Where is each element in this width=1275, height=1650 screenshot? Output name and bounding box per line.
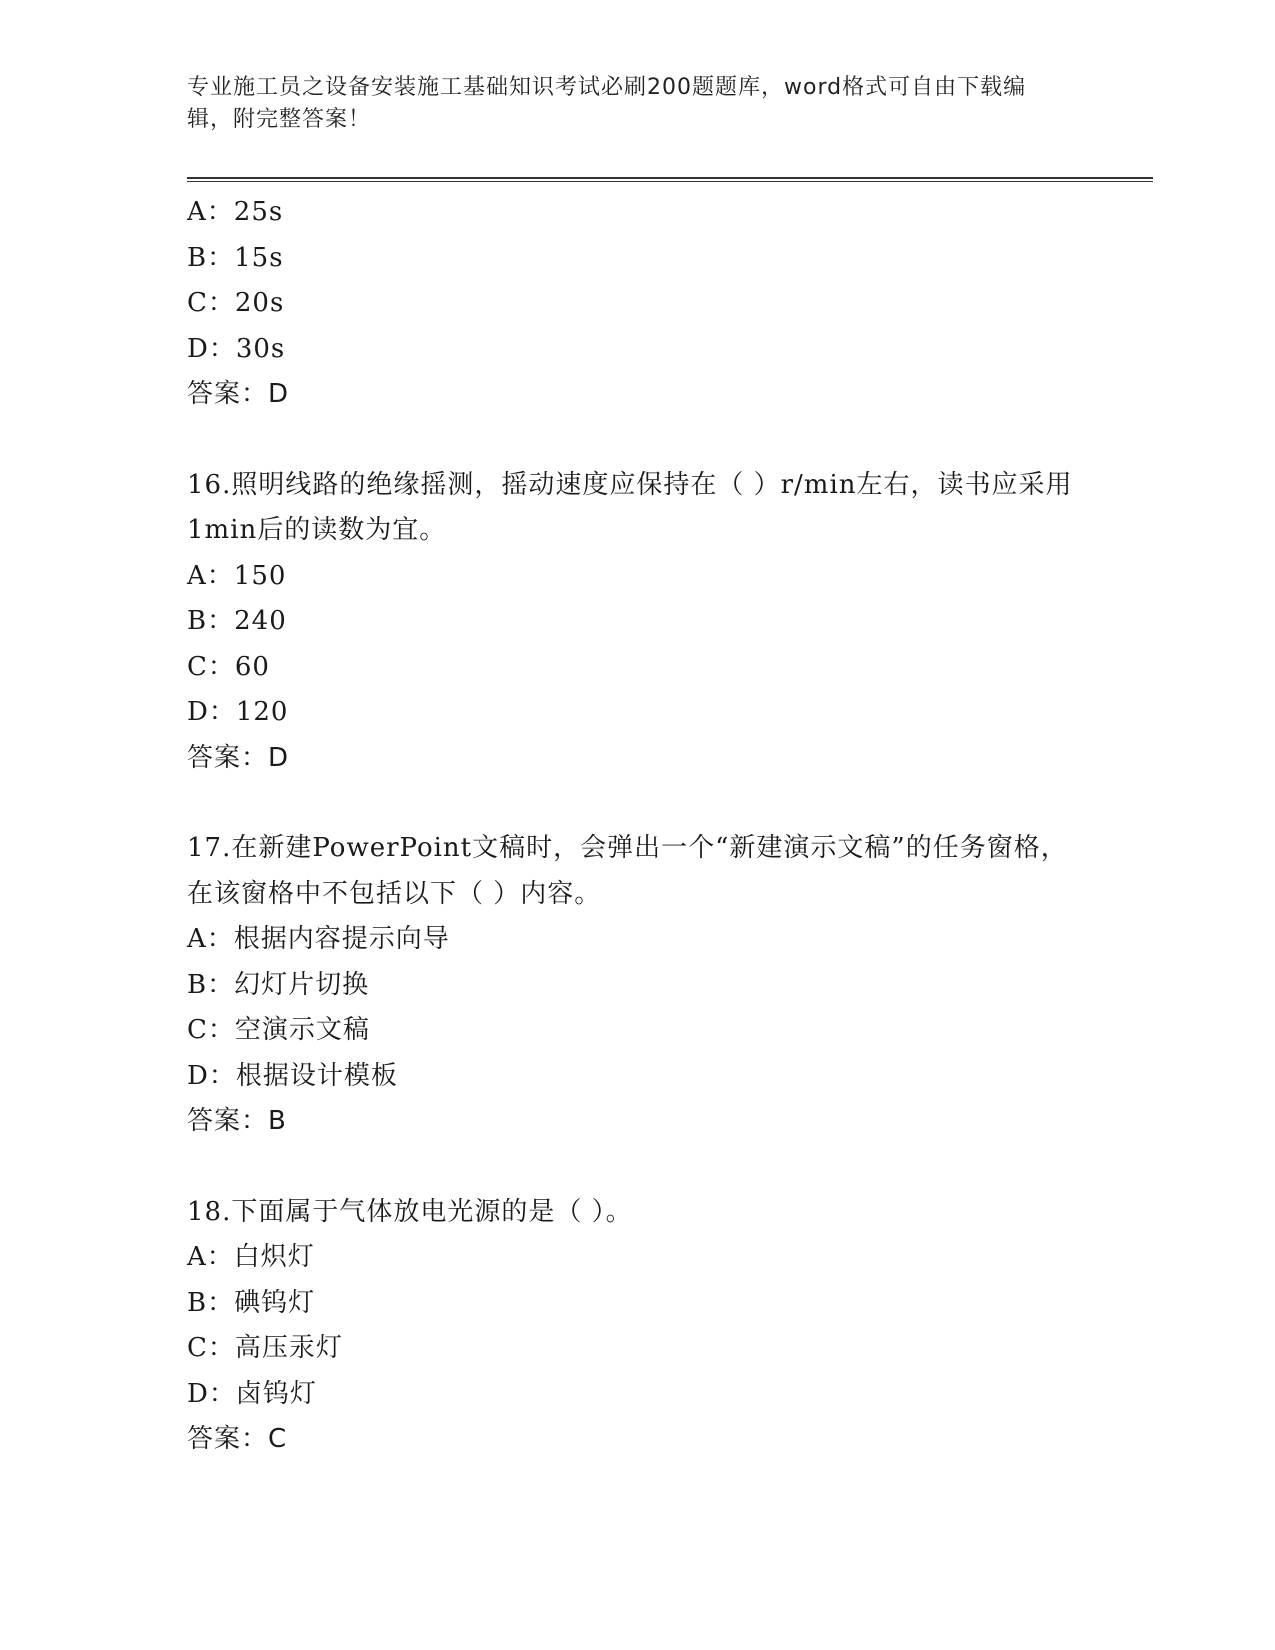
- question-text: 17.在新建PowerPoint文稿时，会弹出一个“新建演示文稿”的任务窗格，在该窗格中不包括以下（ ）内容。: [187, 833, 1068, 909]
- option-c: C：高压汞灯: [187, 1333, 343, 1363]
- option-b: B：15s: [187, 242, 284, 273]
- answer-line: 答案：D: [187, 742, 290, 773]
- option-a: A：25s: [187, 197, 284, 227]
- option-b: B：幻灯片切换: [187, 969, 370, 1000]
- spacer: [187, 418, 1087, 463]
- answer-line: 答案：D: [187, 379, 290, 409]
- option-c: C：空演示文稿: [187, 1015, 370, 1045]
- option-d: D：根据设计模板: [187, 1060, 398, 1091]
- document-header: 专业施工员之设备安装施工基础知识考试必刷200题题库，word格式可自由下载编辑，附完整答案！: [187, 75, 1027, 132]
- option-d: D：120: [187, 697, 289, 727]
- answer-line: 答案：B: [187, 1106, 287, 1136]
- option-d: D：卤钨灯: [187, 1378, 317, 1409]
- question-block-17: [187, 826, 1087, 1145]
- spacer: [187, 1145, 1087, 1190]
- question-block-15: [187, 190, 1087, 418]
- option-a: A：150: [187, 560, 287, 591]
- option-a: A：根据内容提示向导: [187, 924, 450, 954]
- option-c: C：60: [187, 651, 270, 682]
- spacer: [187, 781, 1087, 826]
- header-divider: [187, 177, 1153, 182]
- answer-line: 答案：C: [187, 1424, 288, 1454]
- option-a: A：白炽灯: [187, 1242, 315, 1272]
- question-block-18: [187, 1190, 1087, 1463]
- option-d: D：30s: [187, 333, 286, 364]
- question-text: 18.下面属于气体放电光源的是（ ）。: [187, 1196, 633, 1227]
- question-block-16: [187, 463, 1087, 782]
- option-b: B：240: [187, 606, 287, 636]
- option-c: C：20s: [187, 288, 285, 318]
- question-list: [187, 190, 1087, 1463]
- option-b: B：碘钨灯: [187, 1287, 316, 1318]
- question-text: 16.照明线路的绝缘摇测，摇动速度应保持在（ ）r/min左右，读书应采用1min后的读数为宜。: [187, 469, 1073, 545]
